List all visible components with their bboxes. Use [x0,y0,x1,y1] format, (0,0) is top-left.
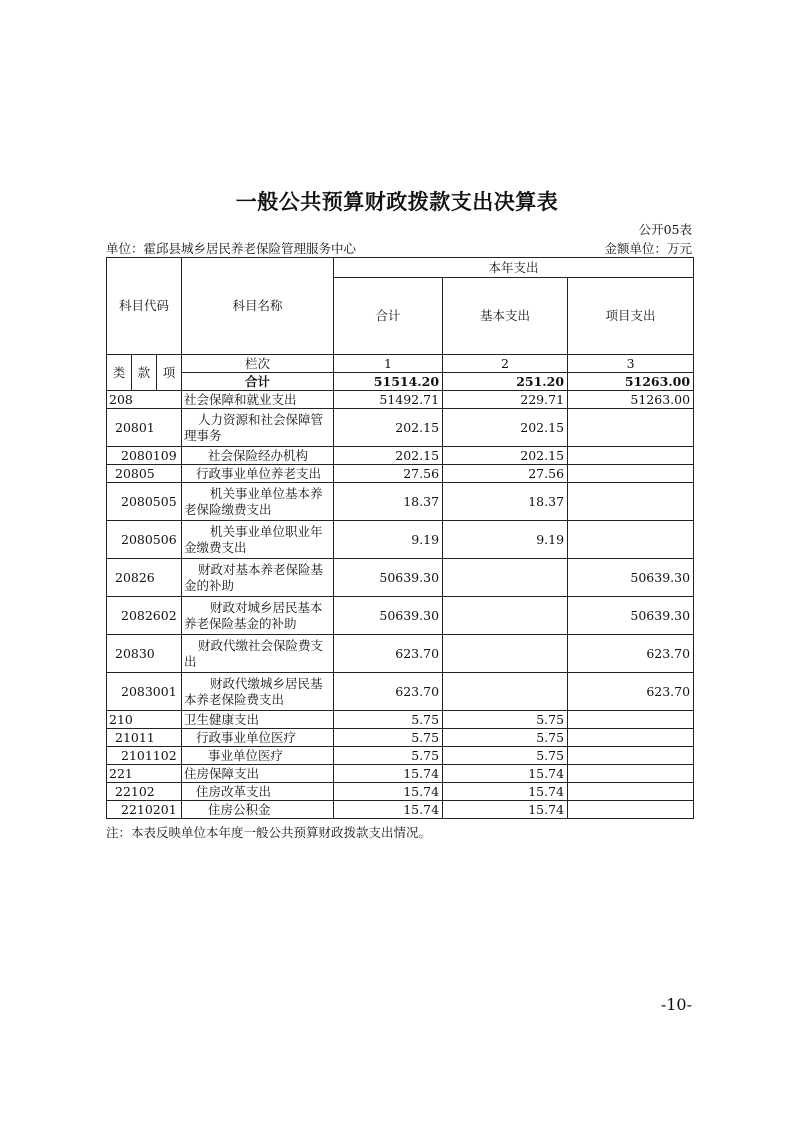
header-kuan: 款 [132,355,157,391]
row-basic: 202.15 [443,409,568,447]
row-total: 18.37 [334,483,443,521]
page-number: -10- [660,995,692,1014]
row-basic: 229.71 [443,391,568,409]
row-project: 623.70 [568,673,694,711]
row-code: 2082602 [107,597,182,635]
row-code: 2080109 [107,447,182,465]
header-total: 合计 [334,278,443,355]
row-code: 210 [107,711,182,729]
row-name: 住房改革支出 [182,783,334,801]
row-total: 5.75 [334,711,443,729]
row-name: 行政事业单位医疗 [182,729,334,747]
row-project: 50639.30 [568,559,694,597]
unit-label: 单位：霍邱县城乡居民养老保险管理服务中心 [106,241,357,256]
row-project: 623.70 [568,635,694,673]
row-code: 2083001 [107,673,182,711]
row-code: 22102 [107,783,182,801]
row-total: 15.74 [334,801,443,819]
row-basic [443,673,568,711]
sum-basic: 251.20 [443,373,568,391]
row-project: 50639.30 [568,597,694,635]
row-project [568,483,694,521]
row-project [568,729,694,747]
row-code: 2210201 [107,801,182,819]
row-project [568,747,694,765]
table-row [107,597,694,635]
sum-label: 合计 [182,373,334,391]
header-basic: 基本支出 [443,278,568,355]
amount-unit: 金额单位：万元 [604,241,692,256]
row-name: 财政代缴城乡居民基本养老保险费支出 [182,673,334,711]
row-name: 社会保障和就业支出 [182,391,334,409]
row-project: 51263.00 [568,391,694,409]
table-row [107,465,694,483]
col-no-1: 1 [334,355,443,373]
header-current-year: 本年支出 [334,258,694,278]
row-total: 5.75 [334,729,443,747]
row-name: 财政对基本养老保险基金的补助 [182,559,334,597]
header-project: 项目支出 [568,278,694,355]
row-total: 202.15 [334,447,443,465]
row-code: 20801 [107,409,182,447]
table-row [107,765,694,783]
row-name: 卫生健康支出 [182,711,334,729]
row-basic: 18.37 [443,483,568,521]
table-row [107,635,694,673]
table-row [107,729,694,747]
sum-total: 51514.20 [334,373,443,391]
table-row [107,559,694,597]
row-name: 住房保障支出 [182,765,334,783]
footnote: 注：本表反映单位本年度一般公共预算财政拨款支出情况。 [106,825,432,840]
header-code: 科目代码 [107,258,182,355]
table-row [107,391,694,409]
row-basic: 15.74 [443,765,568,783]
row-name: 财政代缴社会保险费支出 [182,635,334,673]
row-code: 2080505 [107,483,182,521]
row-total: 9.19 [334,521,443,559]
row-total: 51492.71 [334,391,443,409]
row-code: 20830 [107,635,182,673]
row-basic: 5.75 [443,747,568,765]
col-no-3: 3 [568,355,694,373]
row-code: 2101102 [107,747,182,765]
sum-project: 51263.00 [568,373,694,391]
row-project [568,765,694,783]
form-number: 公开05表 [638,222,692,237]
row-basic [443,559,568,597]
row-basic [443,635,568,673]
row-basic [443,597,568,635]
row-total: 202.15 [334,409,443,447]
row-basic: 5.75 [443,729,568,747]
row-basic: 202.15 [443,447,568,465]
row-name: 人力资源和社会保障管理事务 [182,409,334,447]
table-row [107,747,694,765]
row-project [568,801,694,819]
table-row [107,783,694,801]
row-total: 5.75 [334,747,443,765]
table-row [107,801,694,819]
row-basic: 27.56 [443,465,568,483]
row-code: 20805 [107,465,182,483]
table-row [107,711,694,729]
row-basic: 15.74 [443,801,568,819]
row-code: 2080506 [107,521,182,559]
row-code: 20826 [107,559,182,597]
row-basic: 5.75 [443,711,568,729]
row-total: 27.56 [334,465,443,483]
table-row [107,521,694,559]
row-code: 221 [107,765,182,783]
row-name: 社会保险经办机构 [182,447,334,465]
header-lei: 类 [107,355,132,391]
row-total: 15.74 [334,765,443,783]
row-total: 50639.30 [334,597,443,635]
row-project [568,521,694,559]
page-title: 一般公共预算财政拨款支出决算表 [235,190,559,214]
row-name: 事业单位医疗 [182,747,334,765]
header-name: 科目名称 [182,258,334,355]
row-project [568,783,694,801]
row-name: 财政对城乡居民基本养老保险基金的补助 [182,597,334,635]
expenditure-table [106,257,694,819]
table-row [107,447,694,465]
table-row [107,483,694,521]
row-name: 机关事业单位职业年金缴费支出 [182,521,334,559]
col-no-2: 2 [443,355,568,373]
row-total: 623.70 [334,673,443,711]
row-name: 住房公积金 [182,801,334,819]
table-row [107,673,694,711]
row-project [568,447,694,465]
row-project [568,465,694,483]
row-project [568,409,694,447]
row-total: 623.70 [334,635,443,673]
header-xiang: 项 [157,355,182,391]
row-name: 行政事业单位养老支出 [182,465,334,483]
header-column-no: 栏次 [182,355,334,373]
table-row [107,409,694,447]
row-total: 15.74 [334,783,443,801]
row-name: 机关事业单位基本养老保险缴费支出 [182,483,334,521]
row-code: 208 [107,391,182,409]
row-project [568,711,694,729]
row-basic: 15.74 [443,783,568,801]
row-basic: 9.19 [443,521,568,559]
row-total: 50639.30 [334,559,443,597]
row-code: 21011 [107,729,182,747]
